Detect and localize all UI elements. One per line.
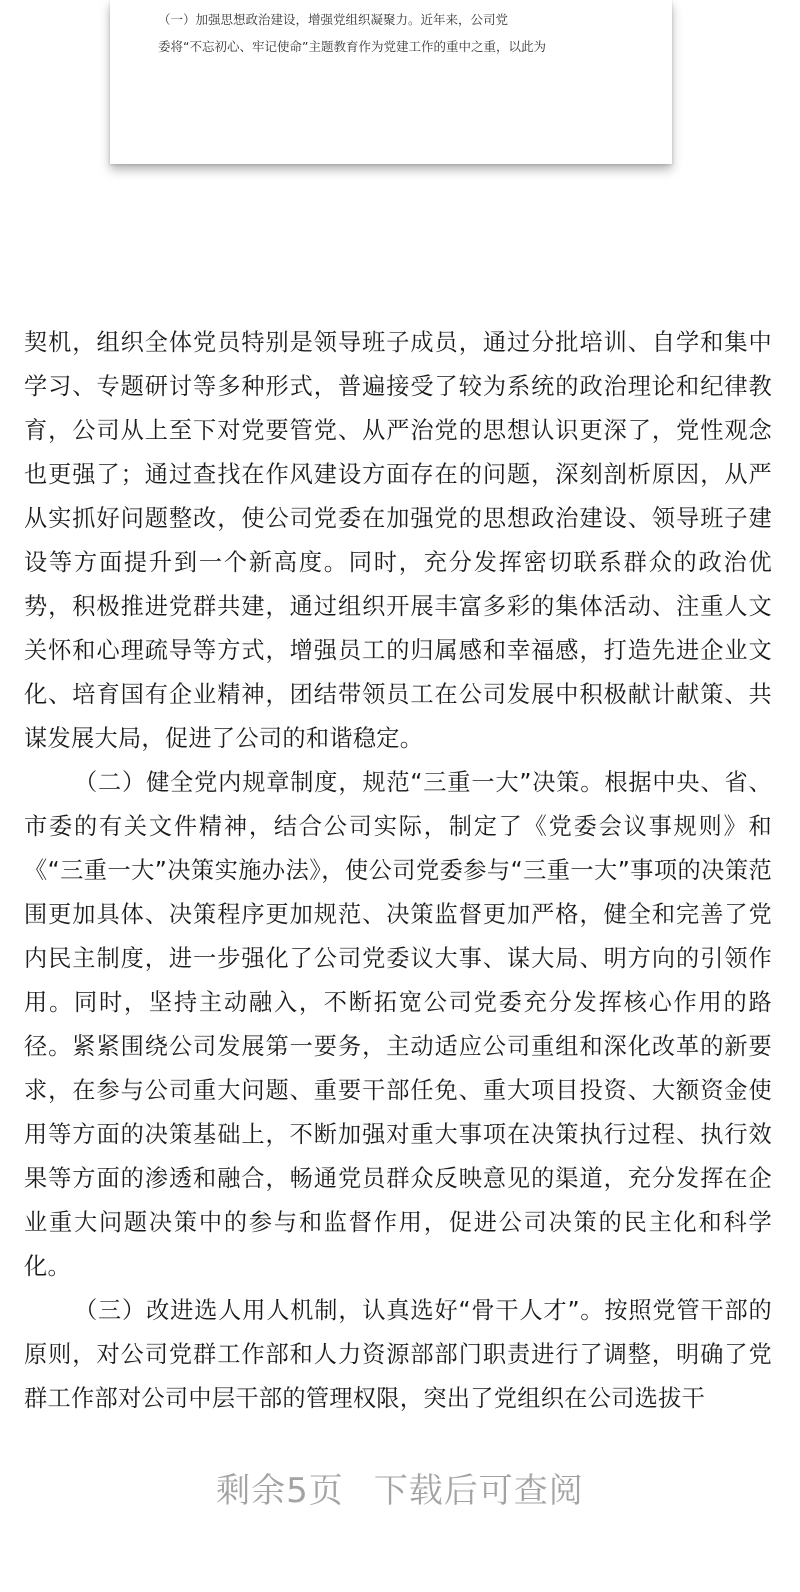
- preview-line-1: （一）加强思想政治建设，增强党组织凝聚力。近年来，公司党: [158, 12, 509, 27]
- paragraph-1: 契机，组织全体党员特别是领导班子成员，通过分批培训、自学和集中学习、专题研讨等多种形式，普遍接受了较为系统的政治理论和纪律教育，公司从上至下对党要管党、从严治党的思想认识更深了，党性观念也更强了；通过查找在作风建设方面存在的问题，深刻剖析原因，从严从实抓好问题整改，使公司党委在加强党的思想政治建设、领导班子建设等方面提升到一个新高度。同时，充分发挥密切联系群众的政治优势，积极推进党群共建，通过组织开展丰富多彩的集体活动、注重人文关怀和心理疏导等方式，增强员工的归属感和幸福感，打造先进企业文化、培育国有企业精神，团结带领员工在公司发展中积极献计献策、共谋发展大局，促进了公司的和谐稳定。: [24, 329, 772, 752]
- preview-line-2: 委将“不忘初心、牢记使命”主题教育作为党建工作的重中之重，以此为: [158, 39, 546, 54]
- paragraph-3: （三）改进选人用人机制，认真选好“骨干人才”。按照党管干部的原则，对公司党群工作部和人力资源部部门职责进行了调整，明确了党群工作部对公司中层干部的管理权限，突出了党组织在公司选拔干: [24, 1297, 772, 1412]
- download-to-view-label: 下载后可查阅: [373, 1471, 584, 1511]
- paragraph-2: （二）健全党内规章制度，规范“三重一大”决策。根据中央、省、市委的有关文件精神，结合公司实际，制定了《党委会议事规则》和《“三重一大”决策实施办法》，使公司党委参与“三重一大”事项的决策范围更加具体、决策程序更加规范、决策监督更加严格，健全和完善了党内民主制度，进一步强化了公司党委议大事、谋大局、明方向的引领作用。同时，坚持主动融入，不断拓宽公司党委充分发挥核心作用的路径。紧紧围绕公司发展第一要务，主动适应公司重组和深化改革的新要求，在参与公司重大问题、重要干部任免、重大项目投资、大额资金使用等方面的决策基础上，不断加强对重大事项在决策执行过程、执行效果等方面的渗透和融合，畅通党员群众反映意见的渠道，充分发挥在企业重大问题决策中的参与和监督作用，促进公司决策的民主化和科学化。: [24, 769, 772, 1280]
- remaining-pages-notice[interactable]: [0, 1466, 800, 1516]
- document-body: [24, 321, 772, 1421]
- remaining-pages-label: 剩余5页: [216, 1471, 344, 1511]
- preview-text: [158, 6, 628, 60]
- document-preview-card: [110, 0, 672, 164]
